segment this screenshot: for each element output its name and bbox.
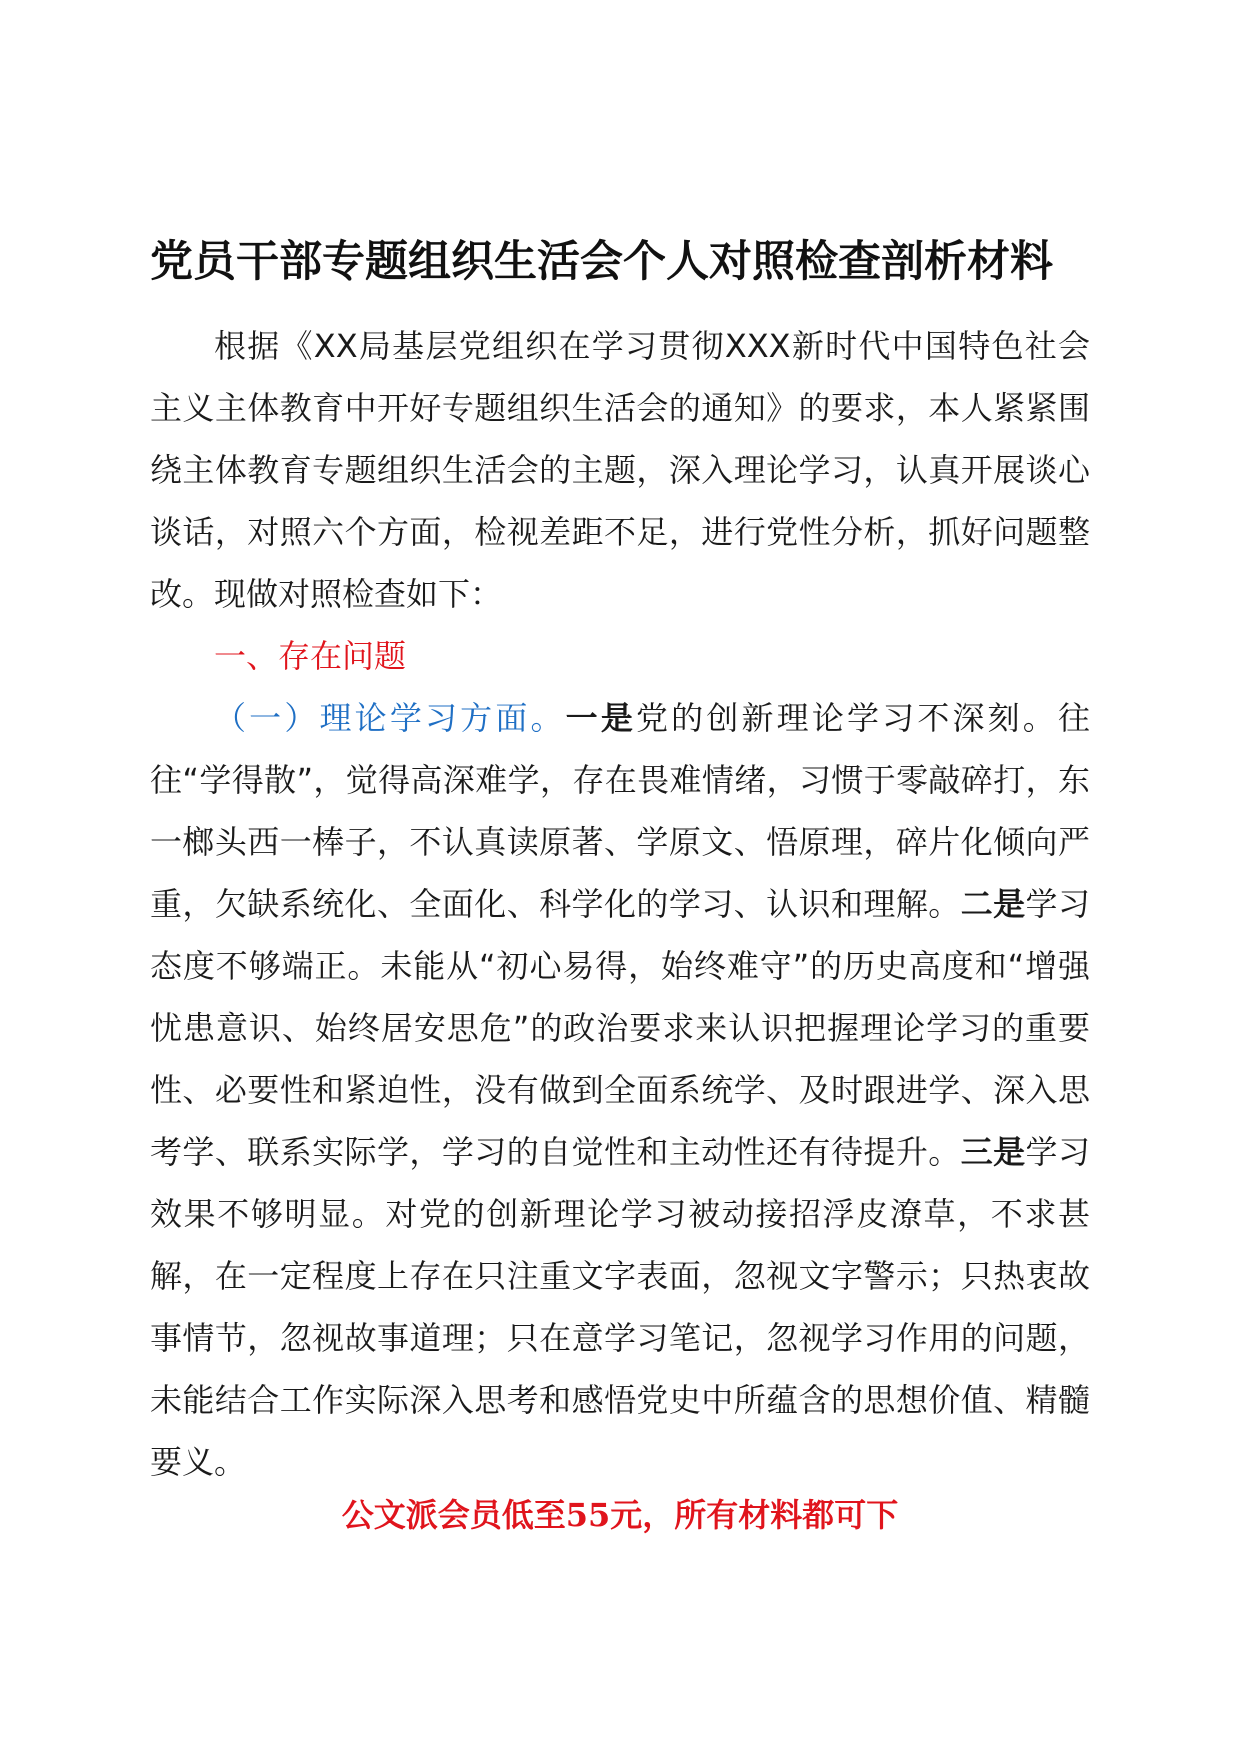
section-heading-problems: 一、存在问题 [214, 637, 407, 675]
point-label-3: 三是 [960, 1133, 1026, 1171]
point-text-1: 党的创新理论学习不深刻。往往“学得散”，觉得高深难学，存在畏难情绪，习惯于零敲碎打，东一榔头西一棒子，不认真读原著、学原文、悟原理，碎片化倾向严重，欠缺系统化、全面化、科学化的学习、认识和理解。 [150, 699, 1090, 923]
subsection-paragraph-theory-study [150, 687, 1090, 1493]
point-label-1: 一是 [565, 699, 636, 737]
intro-paragraph: 根据《XX局基层党组织在学习贯彻XXX新时代中国特色社会主义主体教育中开好专题组织生活会的通知》的要求，本人紧紧围绕主体教育专题组织生活会的主题，深入理论学习，认真开展谈心谈话，对照六个方面，检视差距不足，进行党性分析，抓好问题整改。现做对照检查如下： [150, 327, 1090, 613]
subsection-heading-theory-study: （一）理论学习方面。 [214, 699, 566, 737]
point-label-2: 二是 [960, 885, 1026, 923]
document-title: 党员干部专题组织生活会个人对照检查剖析材料 [150, 237, 1053, 287]
point-text-3: 学习效果不够明显。对党的创新理论学习被动接招浮皮潦草，不求甚解，在一定程度上存在只注重文字表面，忽视文字警示；只热衷故事情节，忽视故事道理；只在意学习笔记，忽视学习作用的问题，未能结合工作实际深入思考和感悟党史中所蕴含的思想价值、精髓要义。 [150, 1133, 1090, 1481]
membership-promo-text: 公文派会员低至55元，所有材料都可下 [341, 1496, 899, 1534]
document-body [150, 315, 1090, 1493]
point-text-2: 学习态度不够端正。未能从“初心易得，始终难守”的历史高度和“增强忧患意识、始终居安思危”的政治要求来认识把握理论学习的重要性、必要性和紧迫性，没有做到全面系统学、及时跟进学、深入思考学、联系实际学，学习的自觉性和主动性还有待提升。 [150, 885, 1090, 1171]
